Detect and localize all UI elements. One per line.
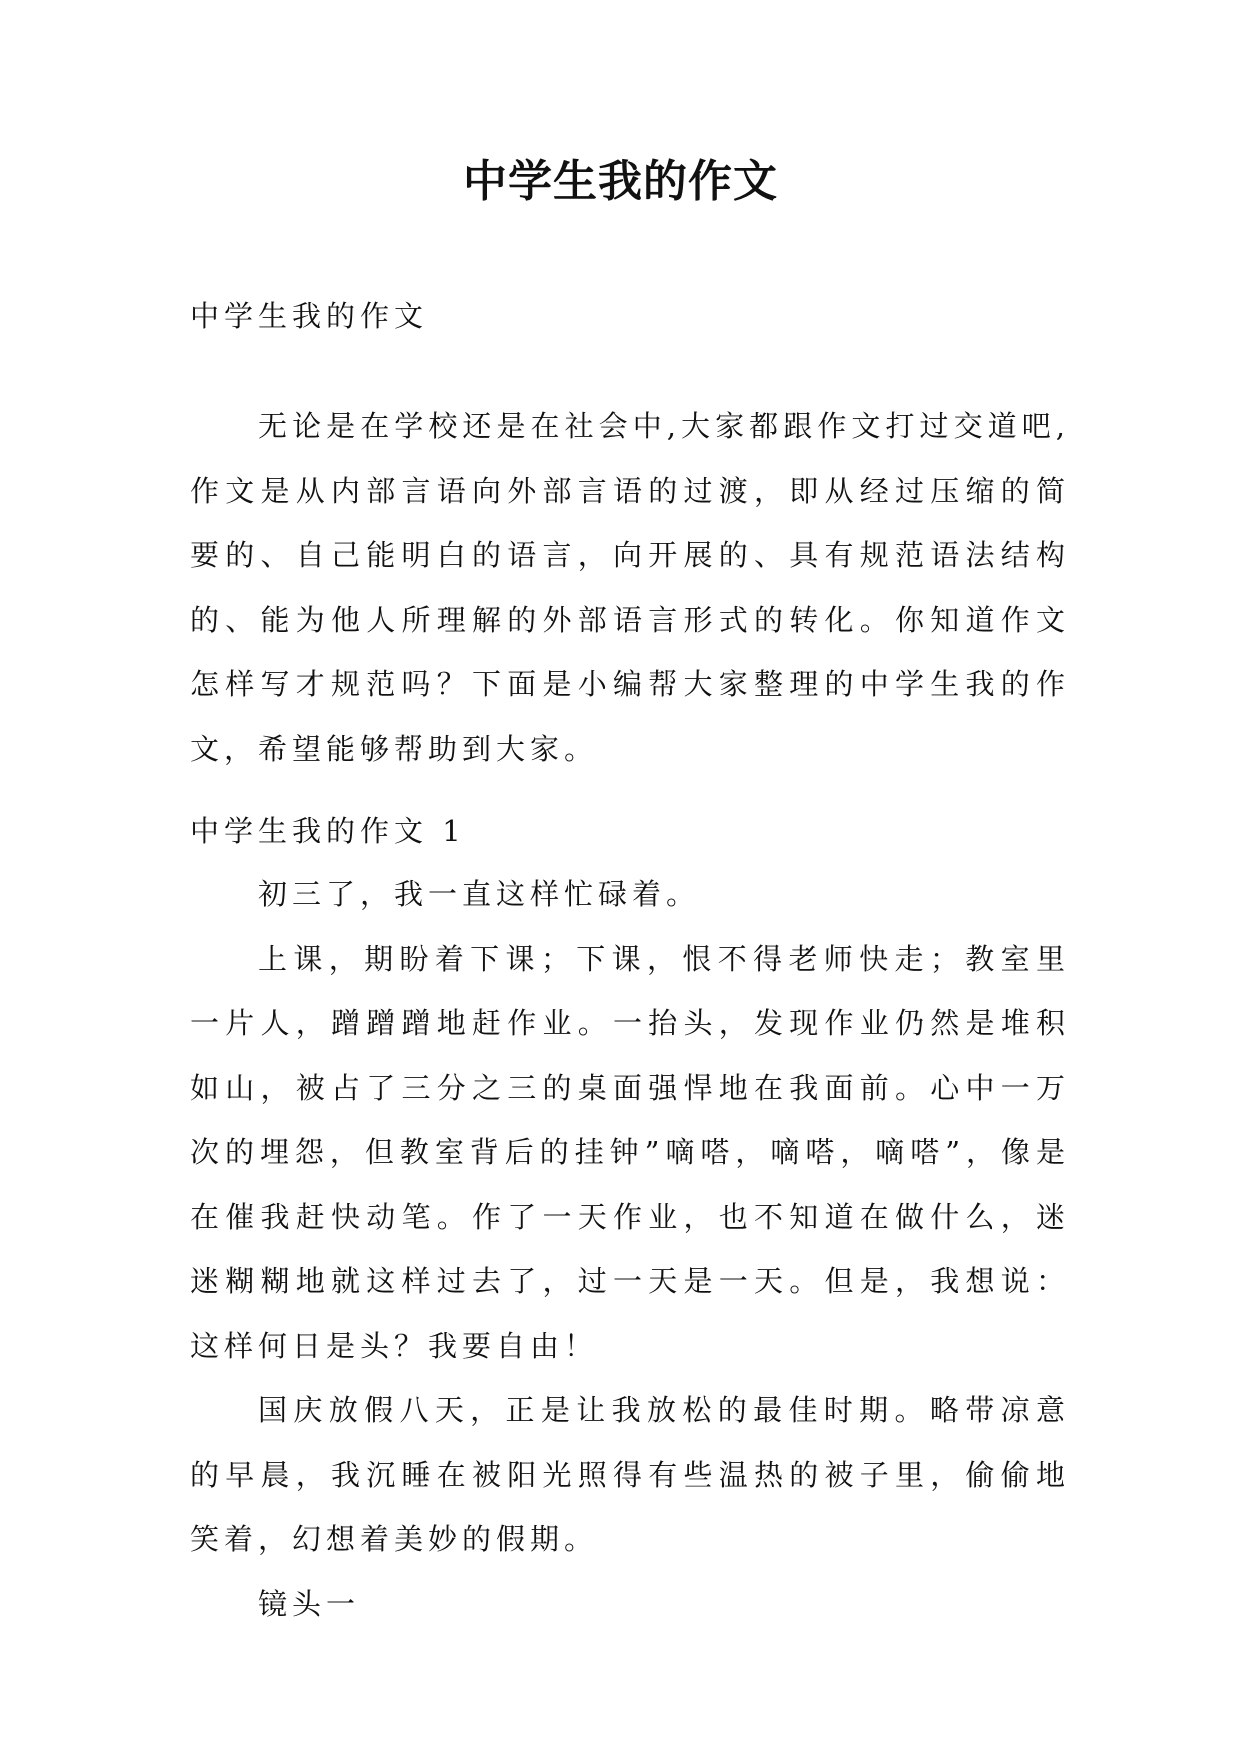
section-heading: 中学生我的作文 1 [190, 814, 466, 848]
document-subtitle: 中学生我的作文 [190, 299, 429, 333]
body-paragraph: 初三了，我一直这样忙碌着。 [258, 877, 701, 911]
section-body [190, 862, 1070, 1636]
document-title: 中学生我的作文 [463, 156, 778, 207]
body-paragraph: 上课，期盼着下课；下课，恨不得老师快走；教室里一片人，蹭蹭蹭地赶作业。一抬头，发现作业仍然是堆积如山，被占了三分之三的桌面强悍地在我面前。心中一万次的埋怨，但教室背后的挂钟”嘀嗒，嘀嗒，嘀嗒”，像是在催我赶快动笔。作了一天作业，也不知道在做什么，迷迷糊糊地就这样过去了，过一天是一天。但是，我想说：这样何日是头？我要自由！ [190, 941, 1070, 1363]
body-paragraph: 镜头一 [258, 1586, 361, 1621]
body-paragraph: 国庆放假八天，正是让我放松的最佳时期。略带凉意的早晨，我沉睡在被阳光照得有些温热的被子里，偷偷地笑着，幻想着美妙的假期。 [190, 1393, 1070, 1556]
intro-paragraph: 无论是在学校还是在社会中,大家都跟作文打过交道吧,作文是从内部言语向外部言语的过渡，即从经过压缩的简要的、自己能明白的语言，向开展的、具有规范语法结构的、能为他人所理解的外部语言形式的转化。你知道作文怎样写才规范吗？下面是小编帮大家整理的中学生我的作文，希望能够帮助到大家。 [190, 409, 1070, 766]
